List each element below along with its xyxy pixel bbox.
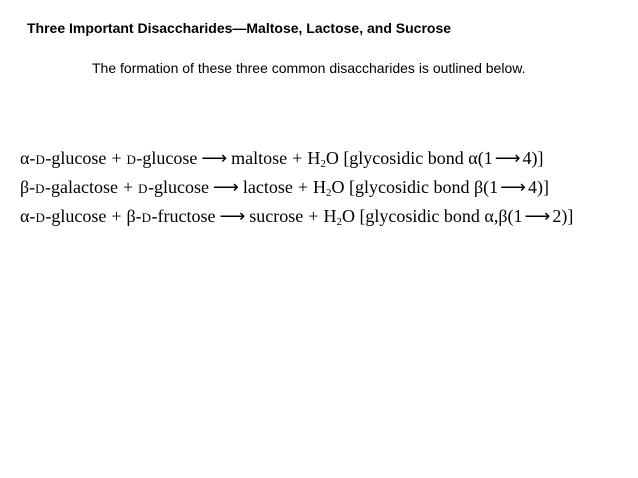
bond-from: 1 [513, 206, 523, 226]
reactant1-prefix: β- [20, 177, 36, 197]
bond-type: α [468, 148, 478, 168]
reaction-arrow: ⟶ [213, 177, 239, 197]
open-paren: ( [477, 148, 484, 168]
plus-sign: + [111, 148, 122, 168]
water-o: O [341, 206, 355, 226]
water-h: H [307, 148, 321, 168]
reaction-arrow: ⟶ [219, 206, 246, 226]
water-h: H [313, 177, 326, 197]
product-name: maltose [231, 148, 288, 168]
bond-to: 4 [522, 148, 532, 168]
reactant1-config: D [35, 181, 46, 196]
water-subscript: 2 [320, 158, 326, 170]
bond-label: [glycosidic bond [359, 206, 480, 226]
bond-arrow: ⟶ [500, 177, 526, 197]
bond-from: 1 [483, 148, 493, 168]
reactant1-name: -glucose [45, 148, 107, 168]
reactant2-config: D [138, 181, 149, 196]
open-paren: ( [483, 177, 490, 197]
reactant2-prefix: β- [126, 206, 142, 226]
product-name: lactose [242, 177, 293, 197]
reactant2-name: -glucose [136, 148, 198, 168]
reactant2-name: -glucose [148, 177, 210, 197]
water-h: H [323, 206, 337, 226]
reactant1-prefix: α- [20, 206, 36, 226]
open-paren: ( [507, 206, 514, 226]
reactant2-config: D [126, 152, 137, 167]
reactant2-config: D [141, 210, 152, 225]
water-o: O [325, 148, 339, 168]
reactant1-name: -galactose [45, 177, 119, 197]
product-name: sucrose [249, 206, 304, 226]
bond-type: β [473, 177, 484, 197]
close-bracket: )] [531, 148, 544, 168]
plus-sign: + [297, 177, 308, 197]
slide-title: Three Important Disaccharides—Maltose, Lactose, and Sucrose [27, 20, 452, 36]
reactant1-prefix: α- [20, 148, 36, 168]
reactant2-name: -fructose [151, 206, 216, 226]
bond-label: [glycosidic bond [343, 148, 464, 168]
lactose-equation [20, 173, 632, 202]
plus-sign: + [123, 177, 134, 197]
equation-list [20, 144, 632, 231]
bond-from: 1 [489, 177, 499, 197]
water-subscript: 2 [326, 187, 332, 199]
plus-sign: + [292, 148, 303, 168]
water-subscript: 2 [336, 216, 342, 228]
plus-sign: + [308, 206, 319, 226]
close-bracket: )] [536, 177, 549, 197]
water-o: O [331, 177, 345, 197]
slide-subtitle: The formation of these three common disaccharides is outlined below. [92, 60, 526, 76]
bond-arrow: ⟶ [524, 206, 551, 226]
plus-sign: + [111, 206, 122, 226]
maltose-equation [20, 144, 632, 173]
bond-type: α,β [484, 206, 508, 226]
bond-arrow: ⟶ [494, 148, 521, 168]
bond-to: 2 [552, 206, 562, 226]
close-bracket: )] [561, 206, 574, 226]
reaction-arrow: ⟶ [201, 148, 228, 168]
bond-label: [glycosidic bond [349, 177, 470, 197]
reactant1-config: D [35, 152, 46, 167]
sucrose-equation [20, 202, 632, 231]
bond-to: 4 [527, 177, 537, 197]
reactant1-config: D [35, 210, 46, 225]
reactant1-name: -glucose [45, 206, 107, 226]
